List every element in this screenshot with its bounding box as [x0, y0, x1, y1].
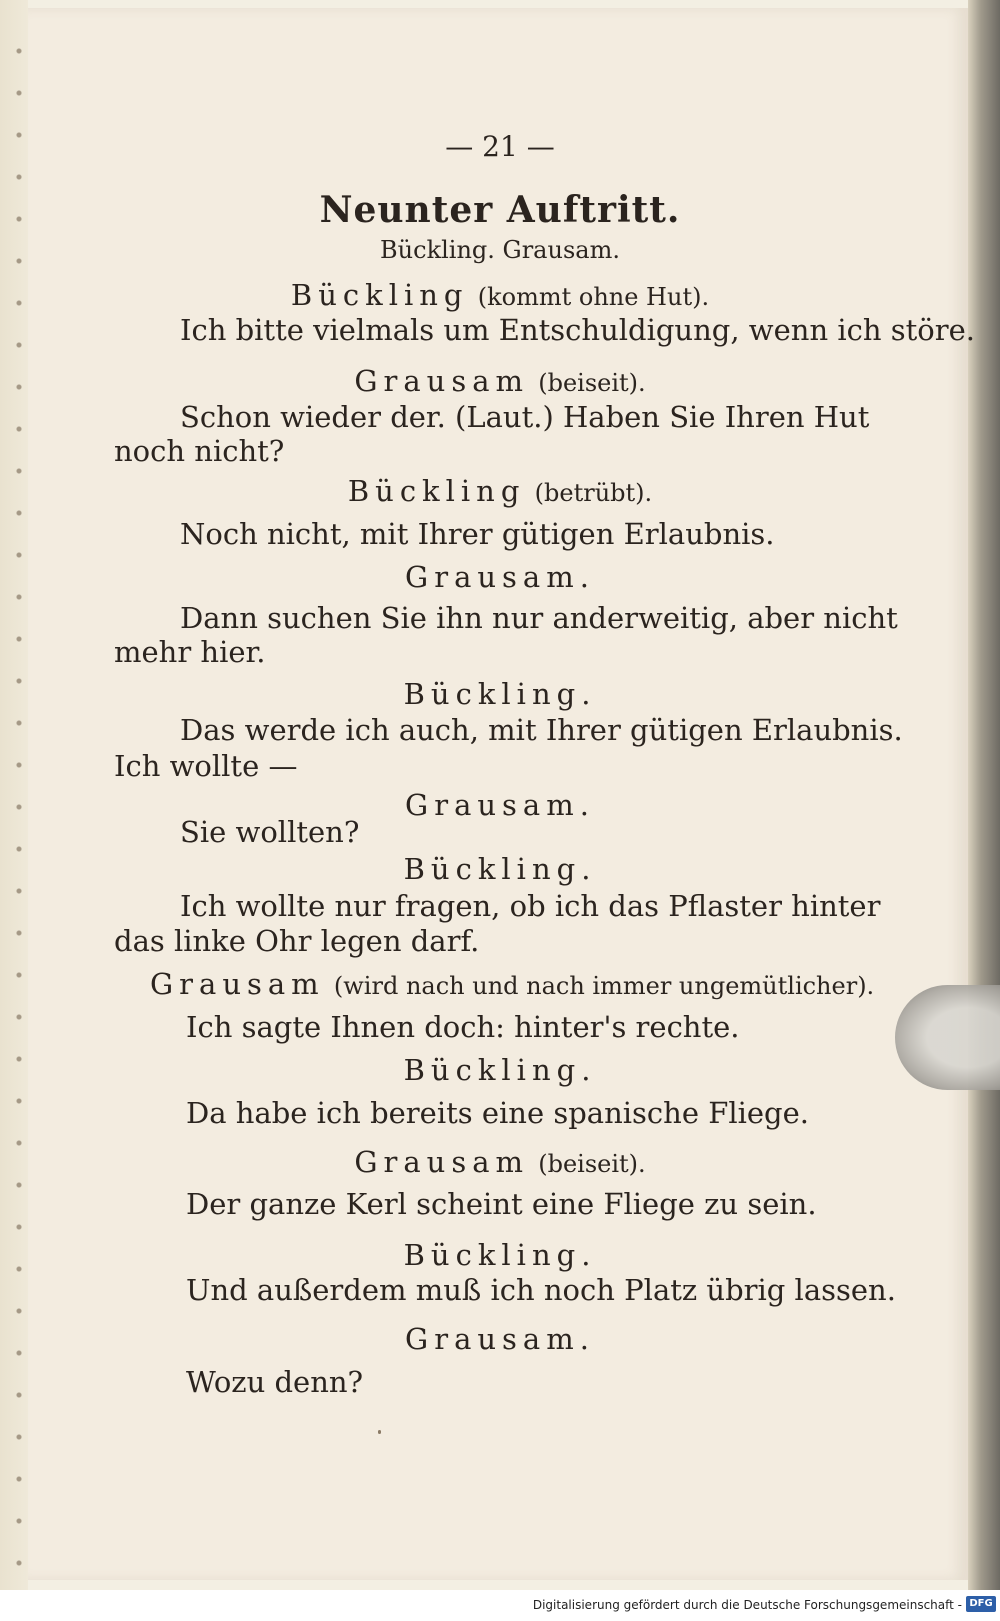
- dialogue-text: Noch nicht, mit Ihrer gütigen Erlaubnis.: [180, 517, 775, 551]
- speaker-line: Grausam (beiseit).: [354, 1145, 646, 1179]
- dfg-logo: DFG: [966, 1596, 996, 1612]
- dialogue-text: Ich bitte vielmals um Entschuldigung, wenn ich störe.: [180, 313, 975, 347]
- dialogue-text: Das werde ich auch, mit Ihrer gütigen Erlaubnis.: [180, 713, 903, 747]
- speaker-line: Grausam (wird nach und nach immer ungemütlicher).: [150, 967, 875, 1001]
- dialogue-text: Da habe ich bereits eine spanische Fliege.: [186, 1096, 810, 1130]
- footer-credit: Digitalisierung gefördert durch die Deutsche Forschungsgemeinschaft -: [532, 1598, 962, 1612]
- scene-title: Neunter Auftritt.: [319, 189, 681, 231]
- speaker-line: Grausam.: [405, 1322, 595, 1356]
- speaker-line: Bückling (kommt ohne Hut).: [290, 278, 710, 312]
- speaker-line: Bückling.: [403, 852, 597, 886]
- dialogue-text: Der ganze Kerl scheint eine Fliege zu sein.: [186, 1187, 817, 1221]
- speaker-line: Grausam.: [405, 788, 595, 822]
- dialogue-text: Ich wollte —: [114, 749, 298, 783]
- page-number: — 21 —: [445, 130, 555, 163]
- speaker-line: Grausam.: [405, 560, 595, 594]
- dialogue-text: Wozu denn?: [186, 1365, 364, 1399]
- dialogue-text: Ich wollte nur fragen, ob ich das Pflaster hinter: [180, 889, 881, 923]
- speaker-line: Bückling (betrübt).: [347, 474, 653, 508]
- speaker-line: Bückling.: [403, 1238, 597, 1272]
- dialogue-text: Und außerdem muß ich noch Platz übrig lassen.: [186, 1273, 896, 1307]
- dialogue-text: das linke Ohr legen darf.: [114, 924, 480, 958]
- dialogue-text: mehr hier.: [114, 635, 266, 669]
- dialogue-text: Ich sagte Ihnen doch: hinter's rechte.: [186, 1010, 740, 1044]
- speaker-line: Grausam (beiseit).: [354, 364, 646, 398]
- dialogue-text: Dann suchen Sie ihn nur anderweitig, aber nicht: [180, 601, 898, 635]
- speaker-line: Bückling.: [403, 677, 597, 711]
- paper-speck: [378, 1430, 381, 1434]
- speaker-line: Bückling.: [403, 1053, 597, 1087]
- dialogue-text: noch nicht?: [114, 434, 285, 468]
- character-list: Bückling. Grausam.: [380, 236, 620, 264]
- dialogue-text: Sie wollten?: [180, 815, 360, 849]
- digitization-footer: [0, 1590, 1000, 1621]
- dialogue-text: Schon wieder der. (Laut.) Haben Sie Ihren Hut: [180, 400, 870, 434]
